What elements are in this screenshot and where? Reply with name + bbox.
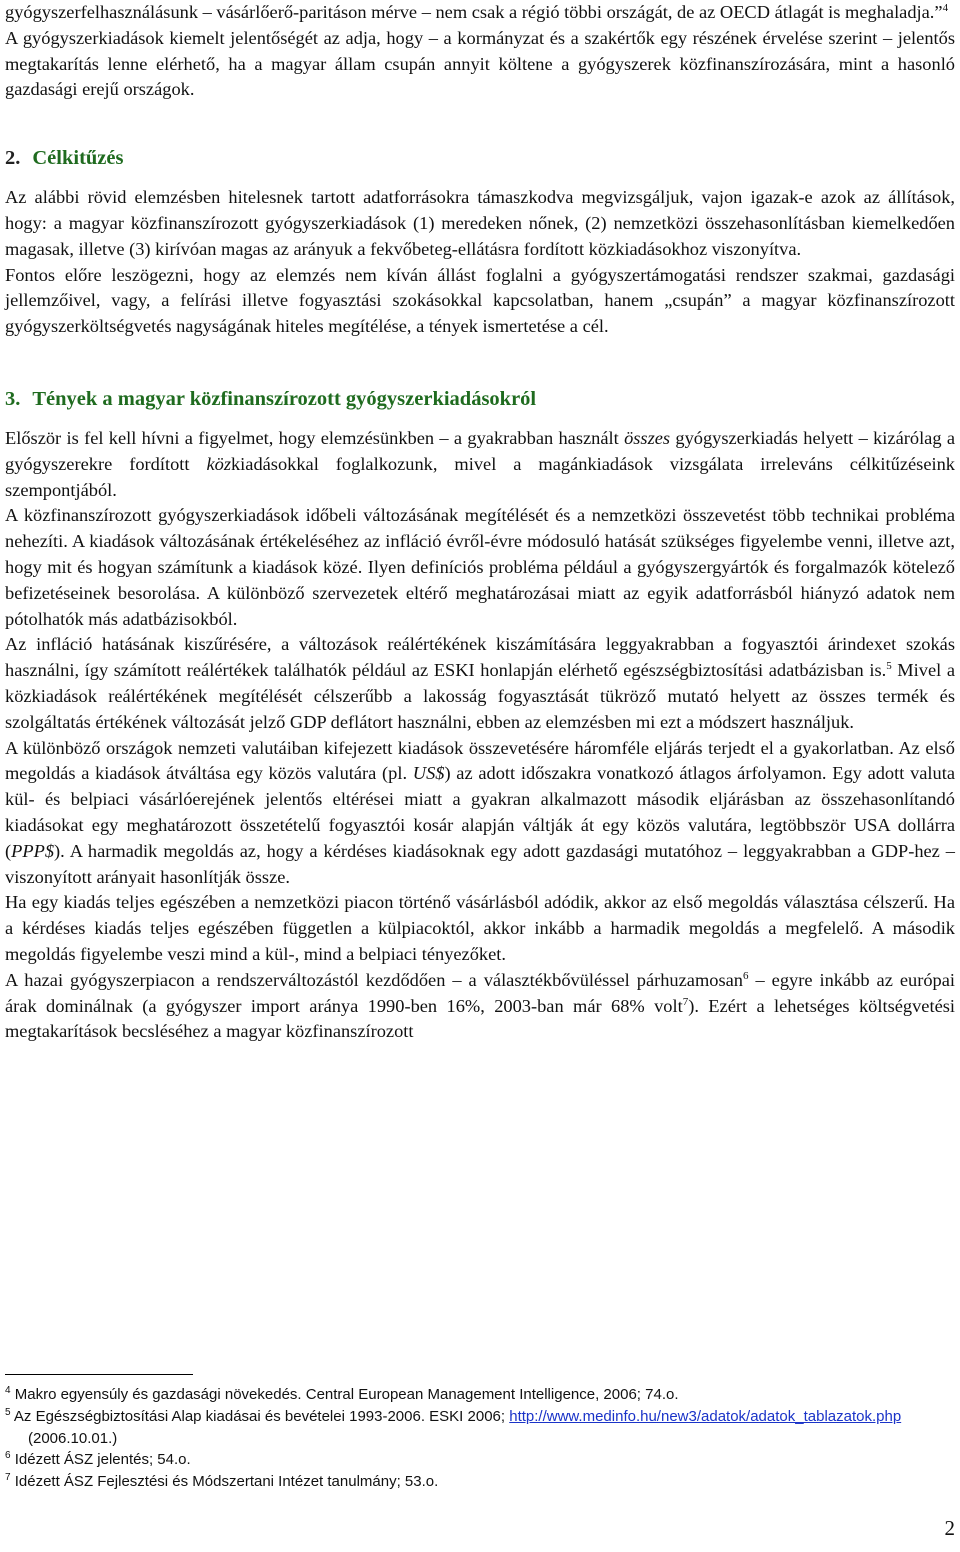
footnote-number: 7 [5, 1472, 11, 1484]
section3-paragraph-1: Először is fel kell hívni a figyelmet, hogy elemzésünkben – a gyakrabban használt összes gyógyszerkiadás helyett – kizárólag a gyógyszerekre fordított közkiadásokkal foglalkozunk, mivel a magánkiadások vizsgálata irreleváns célkitűzéseink szempontjából. [5, 427, 956, 500]
section-title: Célkitűzés [32, 147, 124, 170]
intro-paragraph-2: A gyógyszerkiadások kiemelt jelentőségét az adja, hogy – a kormányzat és a szakértők egy részének érvelése szerint – jelentős megtakarítás lenne elérhető, ha a magyar állam csupán annyit költene a gyógyszerek közfinanszírozására, mint a hasonló gazdasági erejű országok. [5, 27, 955, 100]
footnote-text: Idézett ÁSZ jelentés; 54.o. [14, 1451, 191, 1469]
closing-quote: ” [934, 2, 943, 22]
footnote-number: 5 [5, 1406, 11, 1418]
footnote-text: Az Egészségbiztosítási Alap kiadásai és bevételei 1993-2006. ESKI 2006; [13, 1407, 510, 1425]
section-number: 2. [5, 147, 21, 170]
section3-paragraph-4: A különböző országok nemzeti valutáiban kifejezett kiadások összevetésére háromféle eljárás terjedt el a gyakorlatban. Az első megoldás a kiadások átváltása egy közös valutára (pl. US$) az adott időszakra vonatkozó átlagos árfolyamon. Egy adott valuta kül- és belpiaci vásárlóerejének jelentős eltérései miatt a gyakran alkalmazott második eljárásban az összehasonlítandó kiadásokat egy meghatározott összetételű fogyasztói kosár alapján váltják át egy közös valutára, legtöbbször USA dollárra (PPP$). A harmadik megoldás az, hogy a kérdéses kiadásoknak egy adott gazdasági mutatóhoz – leggyakrabban a GDP-hez – viszonyított arányait hasonlítják össze. [5, 737, 955, 887]
footnote-number: 4 [5, 1385, 11, 1396]
footnote-text: Makro egyensúly és gazdasági növekedés. Central European Management Intelligence, 2006; 74.o. [14, 1386, 679, 1403]
footnote-divider [5, 1374, 193, 1375]
footnote-ref-4[interactable]: 4 [942, 1, 949, 14]
section3-paragraph-6: A hazai gyógyszerpiacon a rendszerváltozástól kezdődően – a választékbővüléssel párhuzamosan$^6$ – egyre inkább az európai árak dominálnak (a gyógyszer import aránya 1990-ben 16%, 2003-ban már 68% volt$^7$). Ezért a lehetséges költségvetési megtakarítások becsléséhez a magyar közfinanszírozott [5, 969, 955, 1042]
section2-paragraph-1: Az alábbi rövid elemzésben hitelesnek tartott adatforrásokra támaszkodva megvizsgáljuk, vajon igazak-e azok az állítások, hogy: a magyar közfinanszírozott gyógyszerkiadások (1) meredeken nőnek, (2) nemzetközi összehasonlításban kiemelkedően magasak, illetve (3) kirívóan magas az arányuk a fekvőbeteg-ellátásra fordított közkiadásokhoz viszonyítva. [5, 187, 955, 259]
footnote-ref-6[interactable]: 6 [742, 969, 749, 982]
emphasis-ppp: PPP$ [11, 840, 55, 861]
footnote-5 [5, 1406, 955, 1428]
section-heading-celkituzes [5, 145, 955, 171]
footnote-7 [5, 1471, 955, 1493]
footnote-number: 6 [5, 1450, 11, 1462]
footnote-6 [5, 1449, 955, 1471]
section-number: 3. [5, 387, 21, 410]
footnote-link[interactable]: http://www.medinfo.hu/new3/adatok/adatok_tablazatok.php [509, 1407, 902, 1425]
intro-paragraph-1-text: gyógyszerfelhasználásunk – vásárlőerő-paritáson mérve – nem csak a régió többi országát, de az OECD átlagát is meghaladja. [5, 2, 935, 22]
footnote-text: Idézett ÁSZ Fejlesztési és Módszertani Intézet tanulmány; 53.o. [14, 1473, 439, 1491]
footnote-ref-5[interactable]: 5 [886, 660, 892, 673]
section3-paragraph-5: Ha egy kiadás teljes egészében a nemzetközi piacon történő vásárlásból adódik, akkor az első megoldás választása célszerű. Ha a kérdéses kiadás teljes egészében független a külpiacoktól, akkor inkább a harmadik megoldás a megfelelő. A második megoldás figyelembe veszi mind a kül-, mind a belpiaci tényezőket. [5, 892, 955, 964]
document-page [5, 0, 955, 1045]
section-title: Tények a magyar közfinanszírozott gyógyszerkiadásokról [32, 387, 537, 410]
section2-paragraph-2: Fontos előre leszögezni, hogy az elemzés nem kíván állást foglalni a gyógyszertámogatási rendszer szakmai, gazdasági jellemzőivel, vagy, a felírási illetve fogyasztási szokásokkal kapcsolatban, hanem „csupán” a magyar közfinanszírozott gyógyszerköltségvetés nagyságának hiteles megítélése, a tények ismertetése a cél. [5, 264, 955, 337]
footnote-ref-7[interactable]: 7 [682, 995, 689, 1008]
footnotes [5, 1384, 955, 1493]
page-number: 2 [944, 1516, 955, 1540]
section3-paragraph-2: A közfinanszírozott gyógyszerkiadások időbeli változásának megítélését és a nemzetközi összevetést több technikai probléma nehezíti. A kiadások változásának értékeléséhez az infláció évről-évre módosuló hatását szükséges figyelembe venni, illetve azt, hogy mit és hogyan számítunk a kiadások közé. Ilyen definíciós probléma például a gyógyszergyártók és forgalmazók kötelező befizetéseinek besorolása. A különböző szervezetek eltérő meghatározásai miatt az egyik adatforrásból hiányzó adatok nem pótolhatók más adatbázisokból. [5, 505, 955, 629]
footnote-4 [5, 1384, 955, 1406]
section-heading-tenyek [5, 386, 955, 412]
emphasis-usd: US$ [412, 763, 445, 784]
intro-paragraph-1 [5, 0, 955, 26]
emphasis-koz: köz [206, 453, 231, 474]
emphasis-osszes: összes [624, 427, 671, 448]
section3-paragraph-3: Az infláció hatásának kiszűrésére, a változások reálértékének kiszámítására leggyakrabban a fogyasztói árindexet szokás használni, így számított reálértékek találhatók például az ESKI honlapján elérhető egészségbiztosítási adatbázisban is.$^5$ Mivel a közkiadások reálértékének megítélését célszerűbb a lakosság fogyasztását tükröző mutató helyett az összes termék és szolgáltatás értékének változását jelző GDP deflátort használni, ebben az elemzésben mi ezt a módszert használjuk. [5, 634, 955, 732]
footnote-5-continuation: (2006.10.01.) [28, 1429, 118, 1447]
